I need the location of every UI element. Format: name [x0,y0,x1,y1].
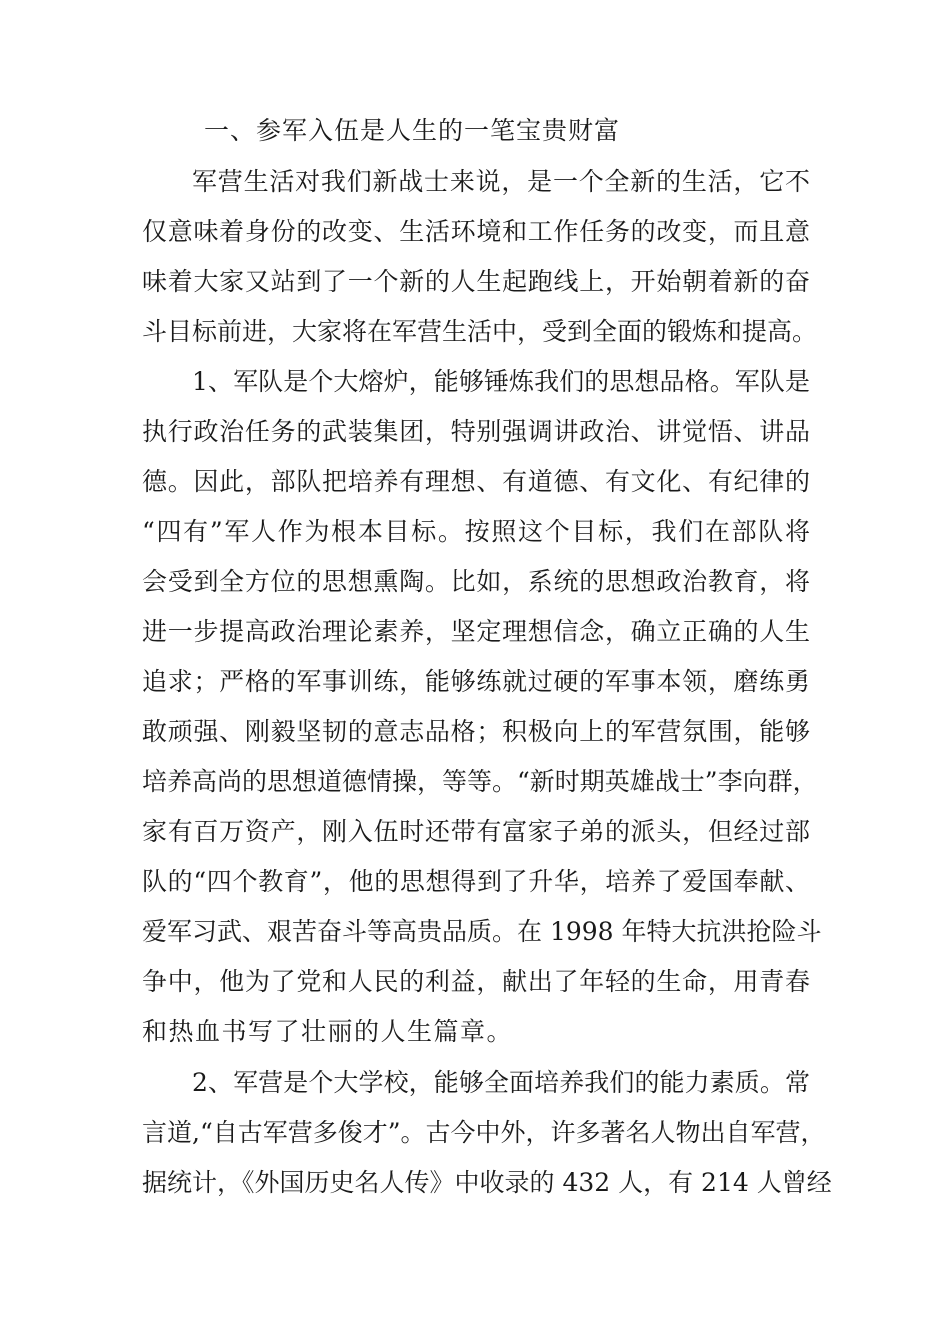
paragraph-line: 和热血书写了壮丽的人生篇章。 [142,1017,514,1046]
paragraph-line: 据统计，《外国历史名人传》中收录的 432 人，有 214 人曾经 [142,1168,832,1197]
paragraph-line: “四有”军人作为根本目标。按照这个目标，我们在部队将 [142,517,810,546]
paragraph-line: 军营生活对我们新战士来说，是一个全新的生活，它不 [192,167,810,196]
paragraph-line: 进一步提高政治理论素养，坚定理想信念，确立正确的人生 [142,617,810,646]
paragraph-line: 仅意味着身份的改变、生活环境和工作任务的改变，而且意 [142,217,810,246]
paragraph-line: 执行政治任务的武装集团，特别强调讲政治、讲觉悟、讲品 [142,417,810,446]
section-heading: 一、参军入伍是人生的一笔宝贵财富 [204,116,621,145]
paragraph-line: 德。因此，部队把培养有理想、有道德、有文化、有纪律的 [142,467,810,496]
paragraph-line: 追求；严格的军事训练，能够练就过硬的军事本领，磨练勇 [142,667,810,696]
paragraph-line: 味着大家又站到了一个新的人生起跑线上，开始朝着新的奋 [142,267,810,296]
paragraph-line: 队的“四个教育”，他的思想得到了升华，培养了爱国奉献、 [142,867,810,896]
paragraph-line: 培养高尚的思想道德情操，等等。“新时期英雄战士”李向群， [142,767,818,796]
paragraph-line: 爱军习武、艰苦奋斗等高贵品质。在 1998 年特大抗洪抢险斗 [142,917,822,946]
paragraph-line: 1、军队是个大熔炉，能够锤炼我们的思想品格。军队是 [192,367,810,396]
paragraph-line: 斗目标前进，大家将在军营生活中，受到全面的锻炼和提高。 [142,317,818,346]
paragraph-line: 2、军营是个大学校，能够全面培养我们的能力素质。常 [192,1068,810,1097]
paragraph-line: 敢顽强、刚毅坚韧的意志品格；积极向上的军营氛围，能够 [142,717,810,746]
paragraph-line: 争中，他为了党和人民的利益，献出了年轻的生命，用青春 [142,967,810,996]
paragraph-line: 言道,“自古军营多俊才”。古今中外，许多著名人物出自军营， [142,1118,826,1147]
paragraph-line: 会受到全方位的思想熏陶。比如，系统的思想政治教育，将 [142,567,810,596]
paragraph-line: 家有百万资产，刚入伍时还带有富家子弟的派头，但经过部 [142,817,810,846]
